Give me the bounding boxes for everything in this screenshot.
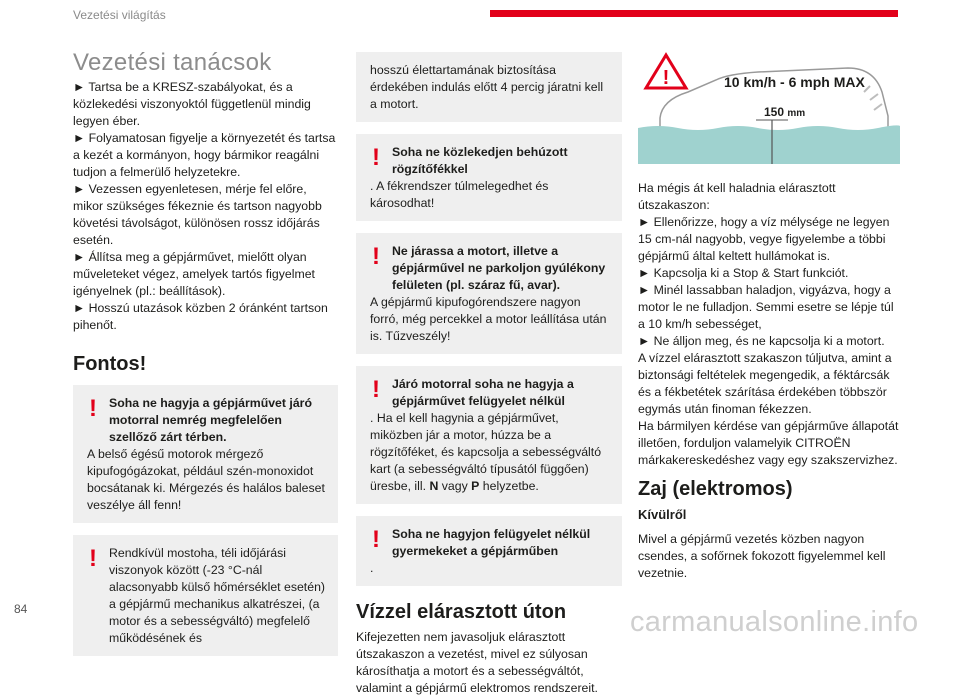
header-accent-bar bbox=[490, 10, 898, 17]
warning-box bbox=[356, 134, 622, 221]
list-item: ► Kapcsolja ki a Stop & Start funkciót. bbox=[638, 266, 849, 280]
water-icon bbox=[638, 125, 900, 164]
warning-box bbox=[356, 233, 622, 354]
warning-box bbox=[356, 366, 622, 504]
warning-text: hosszú élettartamának biztosítása érdekében indulás előtt 4 percig járatni kell a motort. bbox=[370, 63, 604, 111]
warning-text: Rendkívül mostoha, téli időjárási viszonyok között (-23 °C-nál alacsonyabb külső hőmérséklet esetén) a gépjármű mechanikus alkatrészei, (a motor és a sebességváltó) megfelelő működésének és bbox=[109, 546, 326, 645]
column-2 bbox=[356, 52, 622, 697]
warning-text: Soha ne hagyja a gépjárművet járó motorral nemrég megfelelően szellőző zárt térben. A belső égésű motorok mérgező kipufogógázokat, például szén-monoxidot bocsátanak ki. Mérgezés és halálos baleset veszélye áll fenn! bbox=[87, 396, 325, 512]
warning-text: Ne járassa a motort, illetve a gépjárművel ne parkoljon gyúlékony felületen (pl. száraz fű, avar). A gépjármű kipufogórendszere nagyon forró, még percekkel a motor leállítása után is. Tűzveszély! bbox=[370, 244, 607, 343]
exclamation-icon: ! bbox=[89, 545, 97, 572]
flooded-road-illustration bbox=[638, 52, 900, 164]
exclamation-icon: ! bbox=[372, 243, 380, 270]
column-1 bbox=[73, 48, 338, 668]
flooded-intro-text: Ha mégis át kell haladnia elárasztott útszakaszon: bbox=[638, 181, 836, 212]
driving-tips-list bbox=[73, 79, 338, 334]
page-title: Vezetési tanácsok bbox=[73, 49, 272, 76]
warning-text: Soha ne közlekedjen behúzott rögzítőfékkel . A fékrendszer túlmelegedhet és károsodhat! bbox=[370, 145, 568, 210]
warning-box bbox=[356, 516, 622, 586]
watermark: carmanualsonline.info bbox=[630, 606, 919, 638]
svg-text:!: ! bbox=[662, 67, 670, 89]
list-item: ► Ellenőrizze, hogy a víz mélysége ne legyen 15 cm-nál nagyobb, vegye figyelembe a többi gépjármű által keltett hullámokat is. bbox=[638, 215, 890, 263]
warning-box bbox=[73, 385, 338, 523]
list-item: ► Ne álljon meg, és ne kapcsolja ki a motort. bbox=[638, 334, 885, 348]
service-advice-text: Ha bármilyen kérdése van gépjárműve állapotát illetően, forduljon valamelyik CITROËN márkakereskedéshez vagy egy szakszervizhez. bbox=[638, 419, 899, 467]
after-flood-text: A vízzel elárasztott szakaszon túljutva, amint a biztonsági feltételek megengedik, a féktárcsák és a fékbetétek szárítása érdekében többször egymás után finoman fékezzen. bbox=[638, 351, 892, 416]
max-speed-label: 10 km/h - 6 mph MAX bbox=[724, 74, 865, 90]
warning-text: Járó motorral soha ne hagyja a gépjárművet felügyelet nélkül . Ha el kell hagynia a gépjárművet, miközben jár a motor, húzza be a rögzítőféket, és kapcsolja a sebességváltó kart (a sebességváltó típusától függően) üresbe, ill. N vagy P helyzetbe. bbox=[370, 377, 602, 493]
list-item: ► Minél lassabban haladjon, vigyázva, hogy a motor le ne fulladjon. Semmi esetre se lépje túl a 10 km/h sebességet, bbox=[638, 283, 894, 331]
list-item: ► Állítsa meg a gépjárművet, mielőtt olyan műveleteket végez, amelyek tartós figyelmet igényelnek (pl.: beállítások). bbox=[73, 250, 315, 298]
outside-text: Mivel a gépjármű vezetés közben nagyon csendes, a sofőrnek fokozott figyelemmel kell vezetnie. bbox=[638, 532, 886, 580]
exclamation-icon: ! bbox=[372, 376, 380, 403]
header-title: Vezetési világítás bbox=[73, 8, 166, 22]
list-item: ► Vezessen egyenletesen, mérje fel előre, mikor szükséges fékeznie és tartson nagyobb követési távolságot, különösen rossz időjárás esetén. bbox=[73, 182, 322, 247]
exclamation-icon: ! bbox=[89, 395, 97, 422]
page-number: 84 bbox=[14, 602, 28, 616]
flooded-road-heading: Vízzel elárasztott úton bbox=[356, 601, 567, 623]
warning-text: Soha ne hagyjon felügyelet nélkül gyermekeket a gépjárműben . bbox=[370, 527, 591, 575]
list-item: ► Folyamatosan figyelje a környezetét és tartsa a kezét a kormányon, hogy bármikor reagálni tudjon a felmerülő helyzetekre. bbox=[73, 131, 336, 179]
water-depth-label: 150 mm bbox=[764, 105, 806, 119]
list-item: ► Hosszú utazások közben 2 óránként tartson pihenőt. bbox=[73, 301, 328, 332]
column-3 bbox=[638, 52, 900, 582]
flooded-steps-list bbox=[638, 214, 900, 350]
list-item: ► Tartsa be a KRESZ-szabályokat, és a közlekedési viszonyoktól függetlenül mindig legyen éber. bbox=[73, 80, 311, 128]
outside-subheading: Kívülről bbox=[638, 507, 687, 522]
important-heading: Fontos! bbox=[73, 353, 147, 375]
exclamation-icon: ! bbox=[372, 144, 380, 171]
exclamation-icon: ! bbox=[372, 526, 380, 553]
flooded-road-text: Kifejezetten nem javasoljuk elárasztott útszakaszon a vezetést, mivel ez súlyosan károsíthatja a motort és a sebességváltót, valamint a gépjármű elektromos rendszereit. bbox=[356, 630, 598, 695]
warning-box bbox=[73, 535, 338, 656]
warning-box bbox=[356, 52, 622, 122]
noise-heading: Zaj (elektromos) bbox=[638, 478, 793, 500]
